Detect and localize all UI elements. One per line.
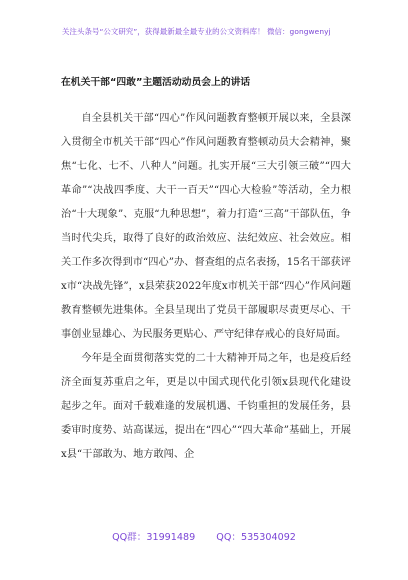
body-paragraph: 自全县机关干部“四心”作风问题教育整顿开展以来，全县深入贯彻全市机关干部“四心”作风问题教育整顿动员大会精神，聚焦“七化、七不、八种人”问题。扎实开展“三大引领三破”“四大革命”“决战四季度、大干一百天”“四心大检验”等活动，全力根治“十大现象”、克服“九种思想”，着力打造“三高”干部队伍，争当时代尖兵，取得了良好的政治效应、法纪效应、社会效应。相关工作多次得到市“四心”办、督查组的点名表扬，15名干部获评x市“决战先锋”，x县荣获2022年度x市机关干部“四心”作风问题教育整顿先进集体。全县呈现出了党员干部履职尽责更尽心、干事创业显雄心、为民服务更贴心、严守纪律存戒心的良好局面。 <box>61 113 351 340</box>
qq-text: QQ：535304092 <box>216 532 296 543</box>
qq-group-text: QQ群：31991489 <box>112 532 196 543</box>
promo-banner: 关注头条号“公文研究”，获得最新最全最专业的公文资料库！ 微信：gongwenyj <box>62 27 331 36</box>
body-paragraph: 今年是全面贯彻落实党的二十大精神开局之年，也是疫后经济全面复苏重启之年，更是以中国式现代化引领x县现代化建设起步之年。面对千载难逢的发展机遇、千钧重担的发展任务，县委审时度势、站高谋远，提出在“四心”“四大革命”基础上，开展x县“干部敢为、地方敢闯、企 <box>61 353 351 460</box>
footer-contact <box>0 531 408 545</box>
document-title: 在机关干部“四敢”主题活动动员会上的讲话 <box>61 77 251 88</box>
document-body <box>61 107 351 467</box>
